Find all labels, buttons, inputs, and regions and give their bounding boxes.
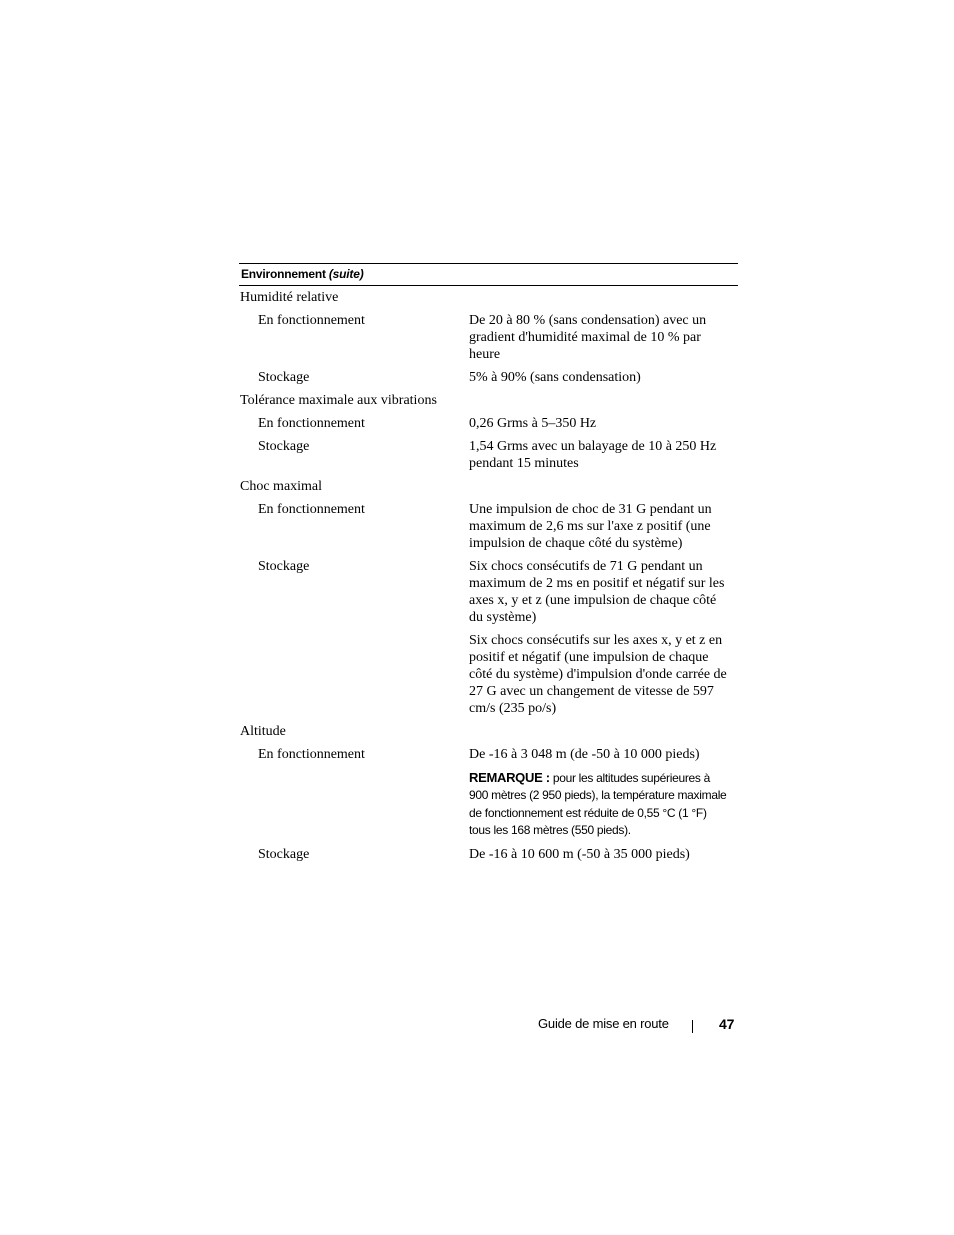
table-header-title: Environnement [241, 267, 326, 281]
spec-label: Stockage [258, 370, 310, 385]
spec-value: Une impulsion de choc de 31 G pendant un maximum de 2,6 ms sur l'axe z positif (une impulsion de chaque côté du système) [469, 502, 712, 551]
spec-row [239, 415, 738, 432]
spec-value: De -16 à 10 600 m (-50 à 35 000 pieds) [469, 846, 690, 862]
spec-row [239, 846, 738, 863]
spec-value: De -16 à 3 048 m (de -50 à 10 000 pieds) [469, 747, 700, 762]
note-row [239, 769, 738, 840]
spec-row [239, 501, 738, 552]
category-vibration [239, 392, 738, 409]
note-text: pour les altitudes supérieures à 900 mètres (2 950 pieds), la température maximale de fonctionnement est réduite de 0,55 °C (1 °F) tous les 168 mètres (550 pieds). [469, 771, 727, 838]
spec-value: De 20 à 80 % (sans condensation) avec un gradient d'humidité maximal de 10 % par heure [469, 313, 707, 362]
spec-row [239, 438, 738, 472]
category-shock [239, 478, 738, 495]
spec-label: Stockage [258, 559, 310, 574]
spec-value: Six chocs consécutifs de 71 G pendant un maximum de 2 ms en positif et négatif sur les axes x, y et z (une impulsion de chaque côté du système) [469, 559, 725, 625]
page-number: 47 [719, 1016, 735, 1032]
note [469, 769, 731, 840]
table-header-suffix: (suite) [328, 267, 364, 281]
note-label: REMARQUE : [469, 770, 550, 785]
category-label: Altitude [240, 724, 286, 739]
spec-row [239, 558, 738, 626]
spec-row-continuation [239, 632, 738, 717]
spec-row [239, 312, 738, 363]
spec-label: En fonctionnement [258, 313, 365, 328]
spec-row [239, 369, 738, 386]
environment-spec-table [239, 263, 738, 863]
spec-label: En fonctionnement [258, 747, 365, 762]
footer-separator [692, 1020, 693, 1033]
spec-value: Six chocs consécutifs sur les axes x, y et z en positif et négatif (une impulsion de chaque côté du système) d'impulsion d'onde carrée de 27 G avec un changement de vitesse de 597 cm/s (235 po/s) [469, 633, 727, 716]
category-label: Humidité relative [240, 290, 339, 305]
spec-value: 1,54 Grms avec un balayage de 10 à 250 Hz pendant 15 minutes [469, 439, 717, 471]
spec-row [239, 746, 738, 763]
category-label: Choc maximal [240, 479, 323, 494]
spec-label: En fonctionnement [258, 502, 365, 517]
category-humidity [239, 289, 738, 306]
category-label: Tolérance maximale aux vibrations [240, 393, 437, 408]
spec-value: 0,26 Grms à 5–350 Hz [469, 416, 597, 431]
spec-label: Stockage [258, 846, 310, 862]
footer-title: Guide de mise en route [538, 1016, 669, 1031]
spec-label: Stockage [258, 439, 310, 454]
spec-value: 5% à 90% (sans condensation) [469, 370, 641, 385]
category-altitude [239, 723, 738, 740]
spec-label: En fonctionnement [258, 416, 365, 431]
table-header [239, 263, 738, 286]
